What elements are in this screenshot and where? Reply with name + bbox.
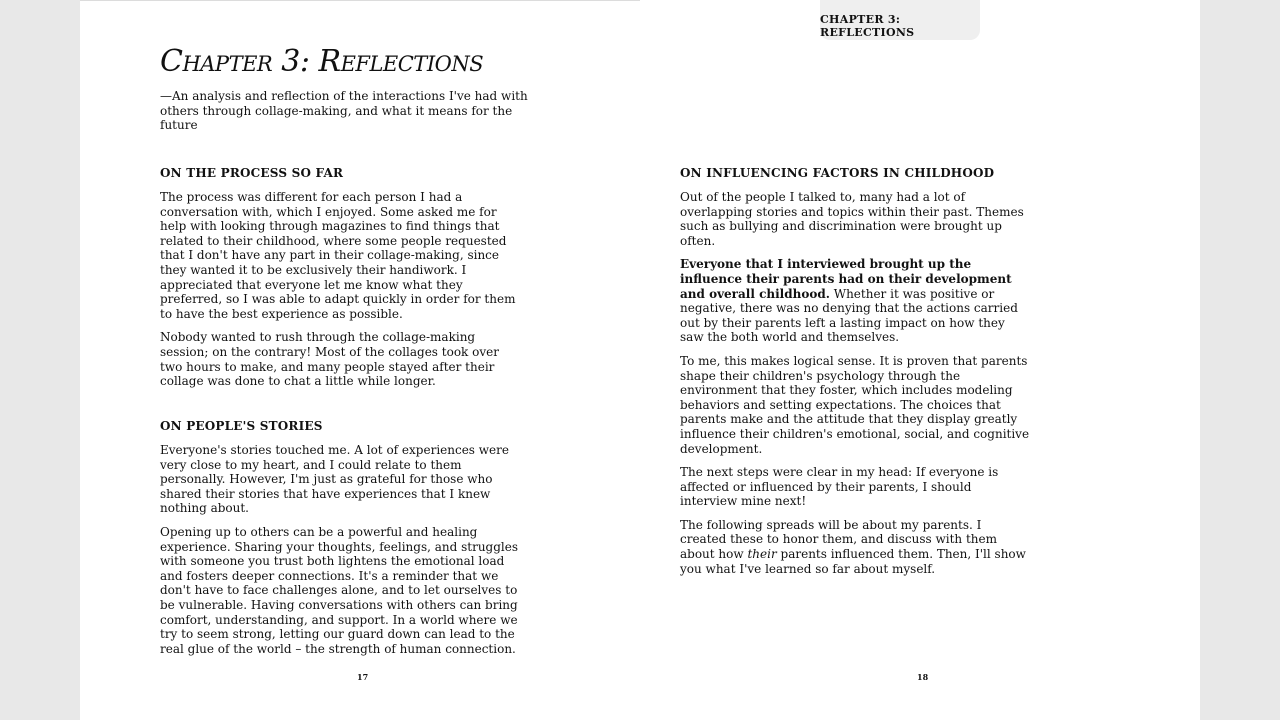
paragraph: Out of the people I talked to, many had a lot of overlapping stories and topics within their past. Themes such as bullying and discrimination were brought up often. — [680, 190, 1024, 248]
page-number-left: 17 — [357, 672, 369, 682]
paragraph: Nobody wanted to rush through the collage-making session; on the contrary! Most of the collages took over two hours to make, and many people stayed after their collage was done to chat a little while longer. — [160, 330, 499, 389]
paragraph: Opening up to others can be a powerful and healing experience. Sharing your thoughts, feelings, and struggles with someone you trust both lightens the emotional load and fosters deeper connections. It's a reminder that we don't have to face challenges alone, and to let ourselves to be vulnerable. Having conversations with others can bring comfort, understanding, and support. In a world where we try to seem strong, letting our guard down can lead to the real glue of the world – the strength of human connection. — [160, 524, 519, 656]
paragraph: To me, this makes logical sense. It is proven that parents shape their children's psychology through the environment that they foster, which includes modeling behaviors and setting expectations. The choices that parents make and the attitude that they display greatly influence their children's emotional, social, and cognitive development. — [680, 353, 1030, 456]
page-top-edge — [80, 0, 640, 1]
paragraph-text: parents influenced them. Then, I'll show you what I've learned so far about myself. — [680, 547, 1026, 576]
section-peoples-stories — [160, 419, 520, 665]
section-heading: ON THE PROCESS SO FAR — [160, 166, 344, 180]
paragraph-text: The following spreads will be about my parents. I created these to honor them, and discuss with them about how — [680, 517, 997, 562]
paragraph — [680, 518, 1030, 576]
paragraph — [680, 257, 1030, 345]
chapter-title: Chapter 3: Reflections — [160, 44, 484, 79]
paragraph: Everyone's stories touched me. A lot of experiences were very close to my heart, and I could relate to them personally. However, I'm just as grateful for those who shared their stories that have experiences that I knew nothing about. — [160, 443, 509, 516]
italic-text: their — [747, 547, 777, 562]
chapter-subtitle: —An analysis and reflection of the interactions I've had with others through collage-making, and what it means for the future — [160, 89, 528, 133]
section-heading: ON INFLUENCING FACTORS IN CHILDHOOD — [680, 166, 995, 180]
paragraph-text: Whether it was positive or negative, there was no denying that the actions carried out by their parents left a lasting impact on how they saw the both world and themselves. — [680, 286, 1018, 345]
emphasis-text: Everyone that I interviewed brought up the influence their parents had on their development and overall childhood. — [680, 257, 1012, 301]
section-process-so-far — [160, 166, 520, 398]
paragraph: The process was different for each person I had a conversation with, which I enjoyed. Some asked me for help with looking through magazines to find things that related to their childhood, where some people requested that I don't have any part in their collage-making, since they wanted it to be exclusively their handiwork. I appreciated that everyone let me know what they preferred, so I was able to adapt quickly in order for them to have the best experience as possible. — [160, 190, 516, 321]
paragraph: The next steps were clear in my head: If everyone is affected or influenced by their parents, I should interview mine next! — [680, 465, 999, 509]
section-heading: ON PEOPLE'S STORIES — [160, 419, 323, 433]
chapter-tab: CHAPTER 3: REFLECTIONS — [820, 0, 980, 40]
page-number-right: 18 — [917, 672, 929, 682]
section-influencing-factors — [680, 166, 1030, 585]
